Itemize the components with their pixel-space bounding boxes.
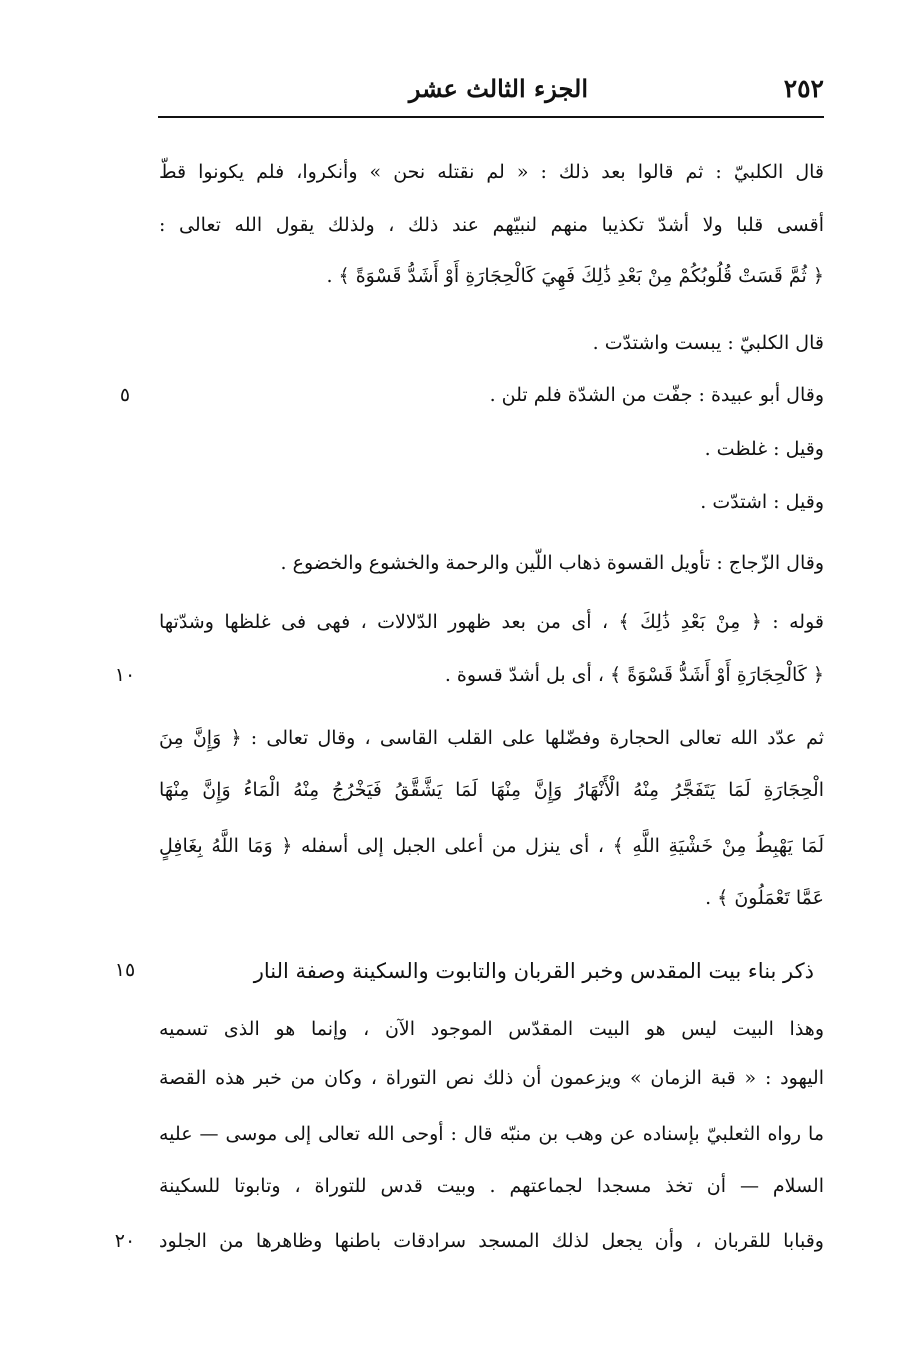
text-line: وهذا البيت ليس هو البيت المقدّس الموجود الآن ، وإنما هو الذى تسميه xyxy=(159,1018,824,1040)
text-line: وقيل : غلظت . xyxy=(704,438,824,460)
text-line: قال الكلبيّ : ثم قالوا بعد ذلك : « لم نقتله نحن » وأنكروا، فلم يكونوا قطّ xyxy=(159,161,824,183)
margin-number: ٥ xyxy=(119,384,131,406)
header-rule xyxy=(158,116,824,118)
page-header xyxy=(158,72,824,122)
text-line: وقيل : اشتدّت . xyxy=(700,491,824,513)
text-line: وقال الزّجاج : تأويل القسوة ذهاب اللّين والرحمة والخشوع والخضوع . xyxy=(280,552,824,574)
text-line: ما رواه الثعلبيّ بإسناده عن وهب بن منبّه قال : أوحى الله تعالى إلى موسى — عليه xyxy=(159,1123,824,1145)
text-line: وقبابا للقربان ، وأن يجعل لذلك المسجد سرادقات باطنها وظاهرها من الجلود xyxy=(159,1230,824,1252)
running-title: الجزء الثالث عشر xyxy=(408,74,588,103)
page-number: ٢٥٢ xyxy=(783,74,824,103)
text-line: قوله : ﴿ مِنْ بَعْدِ ذَٰلِكَ ﴾ ، أى من بعد ظهور الدّلالات ، فهى فى غلظها وشدّتها xyxy=(159,611,824,633)
quran-verse-line: عَمَّا تَعْمَلُونَ ﴾ . xyxy=(705,887,824,909)
text-line: أقسى قلبا ولا أشدّ تكذيبا منهم لنبيّهم عند ذلك ، ولذلك يقول الله تعالى : xyxy=(159,214,824,236)
margin-number: ١٠ xyxy=(114,664,136,686)
quran-verse-line: ﴿ ثُمَّ قَسَتْ قُلُوبُكُمْ مِنْ بَعْدِ ذَٰلِكَ فَهِيَ كَالْحِجَارَةِ أَوْ أَشَدُّ قَسْوَةً ﴾ . xyxy=(326,265,824,287)
section-heading: ذكر بناء بيت المقدس وخبر القربان والتابوت والسكينة وصفة النار xyxy=(253,959,814,983)
quran-verse-line: الْحِجَارَةِ لَمَا يَتَفَجَّرُ مِنْهُ الْأَنْهَارُ وَإِنَّ مِنْهَا لَمَا يَشَّقَّقُ فَيَخْرُجُ مِنْهُ الْمَاءُ وَإِنَّ مِنْهَا xyxy=(159,779,824,801)
margin-number: ١٥ xyxy=(114,959,136,981)
quran-verse-line: ﴿ كَالْحِجَارَةِ أَوْ أَشَدُّ قَسْوَةً ﴾ ، أى بل أشدّ قسوة . xyxy=(444,664,824,686)
text-line: وقال أبو عبيدة : جفّت من الشدّة فلم تلن . xyxy=(489,384,824,406)
margin-number: ٢٠ xyxy=(114,1230,136,1252)
text-line: ثم عدّد الله تعالى الحجارة وفضّلها على القلب القاسى ، وقال تعالى : ﴿ وَإِنَّ مِنَ xyxy=(159,727,824,749)
text-line: السلام — أن تخذ مسجدا لجماعتهم . وبيت قدس للتوراة ، وتابوتا للسكينة xyxy=(159,1175,824,1197)
text-line: قال الكلبيّ : يبست واشتدّت . xyxy=(592,332,824,354)
quran-verse-line: لَمَا يَهْبِطُ مِنْ خَشْيَةِ اللَّهِ ﴾ ، أى ينزل من أعلى الجبل إلى أسفله ﴿ وَمَا اللَّهُ بِغَافِلٍ xyxy=(159,835,824,857)
text-line: اليهود : « قبة الزمان » ويزعمون أن ذلك نص التوراة ، وكان من خبر هذه القصة xyxy=(159,1067,824,1089)
